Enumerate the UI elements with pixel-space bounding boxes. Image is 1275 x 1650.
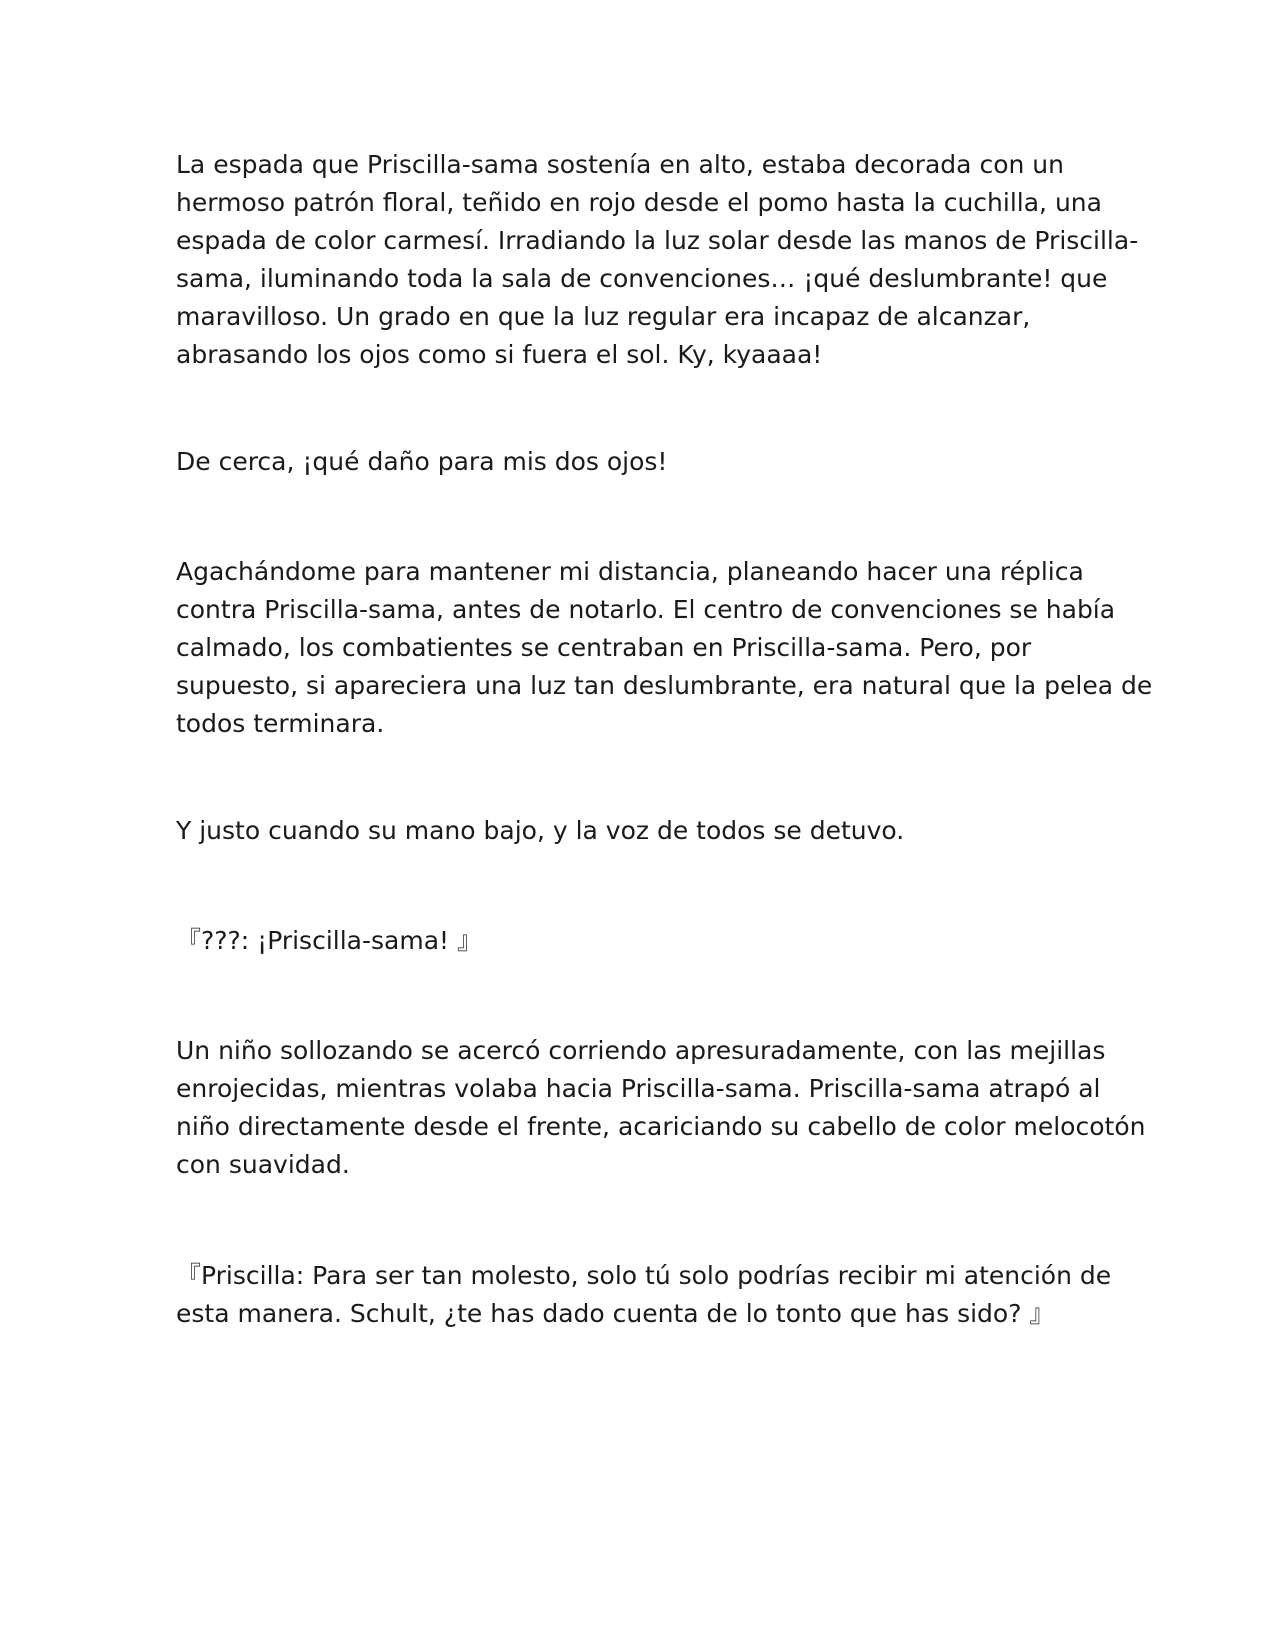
- text-line: niño directamente desde el frente, acariciando su cabello de color melocotón: [176, 1112, 1146, 1141]
- paragraph-hand-lowered: [176, 812, 1106, 850]
- text-line: maravilloso. Un grado en que la luz regular era incapaz de alcanzar,: [176, 302, 1031, 331]
- dialogue-unknown: [176, 922, 1106, 960]
- paragraph-sword-description: [176, 146, 1139, 374]
- paragraph-crouching: [176, 553, 1153, 743]
- dialogue-priscilla: [176, 1257, 1112, 1333]
- paragraph-child-running: [176, 1032, 1146, 1184]
- text-line: Y justo cuando su mano bajo, y la voz de todos se detuvo.: [176, 816, 905, 845]
- text-line: abrasando los ojos como si fuera el sol. Ky, kyaaaa!: [176, 340, 823, 369]
- paragraph-close-up: [176, 443, 1106, 481]
- text-line: Agachándome para mantener mi distancia, planeando hacer una réplica: [176, 557, 1084, 586]
- text-line: enrojecidas, mientras volaba hacia Priscilla-sama. Priscilla-sama atrapó al: [176, 1074, 1101, 1103]
- text-line: Un niño sollozando se acercó corriendo apresuradamente, con las mejillas: [176, 1036, 1106, 1065]
- text-line: hermoso patrón floral, teñido en rojo desde el pomo hasta la cuchilla, una: [176, 188, 1102, 217]
- text-line: calmado, los combatientes se centraban en Priscilla-sama. Pero, por: [176, 633, 1032, 662]
- text-line: contra Priscilla-sama, antes de notarlo. El centro de convenciones se había: [176, 595, 1116, 624]
- text-line: 『???: ¡Priscilla-sama! 』: [176, 926, 482, 955]
- text-line: sama, iluminando toda la sala de convenciones… ¡qué deslumbrante! que: [176, 264, 1108, 293]
- text-line: supuesto, si apareciera una luz tan deslumbrante, era natural que la pelea de: [176, 671, 1153, 700]
- text-line: La espada que Priscilla-sama sostenía en alto, estaba decorada con un: [176, 150, 1064, 179]
- text-line: 『Priscilla: Para ser tan molesto, solo tú solo podrías recibir mi atención de: [176, 1261, 1112, 1290]
- text-line: con suavidad.: [176, 1150, 350, 1179]
- text-line: esta manera. Schult, ¿te has dado cuenta de lo tonto que has sido? 』: [176, 1299, 1055, 1328]
- text-line: todos terminara.: [176, 709, 385, 738]
- text-line: espada de color carmesí. Irradiando la luz solar desde las manos de Priscilla-: [176, 226, 1139, 255]
- text-line: De cerca, ¡qué daño para mis dos ojos!: [176, 447, 668, 476]
